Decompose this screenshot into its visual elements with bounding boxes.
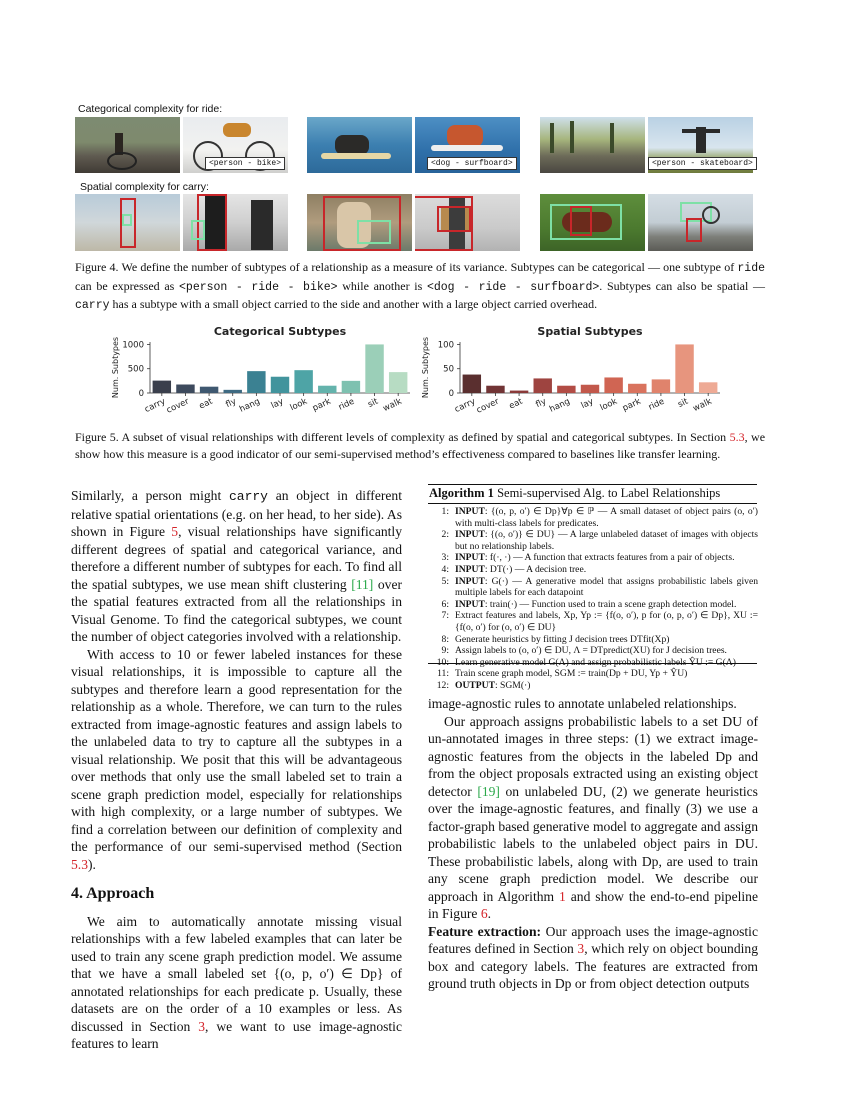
photo-dog-surfing (307, 117, 412, 173)
algorithm-line (429, 529, 758, 552)
x-tick-label-walk: walk (381, 396, 404, 414)
algorithm-line (429, 668, 758, 680)
algorithm-line-number: 2: (441, 529, 449, 541)
algorithm-line-number: 3: (441, 552, 449, 564)
photo-skateboard-street (540, 117, 645, 173)
paragraph-feature-extraction: Feature extraction: Our approach uses the image-agnostic features defined in Section 3, which rely on object bounding box and category labels. The features are extracted from ground truth objects in Dp or from object detection outputs (428, 923, 758, 991)
algorithm-line-text (455, 529, 758, 552)
algorithm-line-number: 12: (436, 679, 449, 691)
chart-spatial-subtypes (415, 320, 725, 420)
algorithm-line-number: 11: (437, 668, 449, 680)
x-tick-label-lay: lay (269, 396, 286, 412)
figure5-caption: Figure 5. A subset of visual relationships with different levels of complexity as defined by spatial and categorical subtypes. In Section 5.3, we show how this measure is a good indicator of our semi-supervised method’s effectiveness compared to baselines like transfer learning. (75, 430, 766, 461)
fig4-label-person-bike: <person - bike> (205, 157, 285, 170)
algorithm-keyword: INPUT (455, 529, 485, 541)
algorithm-line-text (455, 645, 758, 657)
algorithm-line-text (455, 506, 758, 529)
algo-bottom-rule (428, 663, 757, 664)
algo-mid-rule (428, 503, 757, 504)
chart-title: Spatial Subtypes (537, 325, 643, 338)
algorithm-line (429, 645, 758, 657)
link-section-3[interactable]: 3 (198, 1018, 206, 1034)
bar-park (318, 386, 336, 393)
y-tick-label: 0 (138, 389, 144, 399)
y-axis-label: Num. Subtypes (111, 336, 120, 399)
algorithm-keyword: INPUT (455, 552, 485, 564)
algorithm-keyword: OUTPUT (455, 679, 495, 691)
link-section-5-3[interactable]: 5.3 (729, 430, 745, 444)
x-tick-label-eat: eat (197, 396, 215, 412)
link-section-3-b[interactable]: 3 (577, 941, 585, 956)
bar-sit (675, 344, 693, 393)
algorithm-line (429, 576, 758, 599)
bar-look (294, 370, 312, 393)
x-tick-label-cover: cover (165, 396, 191, 416)
link-figure-6[interactable]: 6 (480, 906, 488, 921)
bar-carry (463, 375, 481, 393)
left-column (71, 487, 402, 1053)
algorithm-line-number: 9: (441, 645, 449, 657)
photo-carry-bike-overhead (648, 194, 753, 251)
algorithm-line-content: : f(·, ·) — A function that extracts features from a pair of objects. (484, 552, 735, 564)
algorithm-line-number: 5: (441, 575, 449, 587)
x-tick-label-look: look (288, 396, 309, 414)
algorithm-line-text (455, 610, 758, 633)
x-tick-label-fly: fly (534, 396, 548, 411)
bar-carry (153, 381, 171, 393)
algorithm-line (429, 552, 758, 564)
algorithm-line-number: 6: (441, 598, 449, 610)
bar-ride (652, 379, 670, 393)
y-axis-label: Num. Subtypes (421, 336, 430, 399)
algorithm-line-content: : {(o, p, o′) ∈ Dp}∀p ∈ ℙ — A small dataset of object pairs (o, o′) with multi-class labels for predicates. (455, 506, 758, 529)
x-tick-label-sit: sit (366, 396, 380, 410)
algorithm-line-text (455, 576, 758, 599)
link-citation-19[interactable]: [19] (477, 783, 500, 799)
bar-walk (699, 382, 717, 393)
bar-lay (581, 385, 599, 393)
x-tick-label-lay: lay (579, 396, 596, 412)
right-column (428, 695, 758, 993)
y-tick-label: 100 (437, 340, 454, 351)
section-heading-approach: 4. Approach (71, 885, 155, 902)
paragraph-labeled-instances: With access to 10 or fewer labeled instances for these visual relationships, it is impossible to capture all the subtypes and therefore learn a good representation for the relationship as a whole. Therefore, we can turn to the rules extracted from image-agnostic features and assign labels to the unlabeled data to try to capture all the subtypes in a visual relationship. We posit that this will be advantageous over methods that only use the small labeled set to train a scene graph prediction model, especially for relationships with high complexity, or a large number of subtypes. We find a correlation between our definition of complexity and the performance of our semi-supervised method (Section 5.3). (71, 646, 402, 872)
x-tick-label-park: park (621, 396, 643, 414)
bar-park (628, 384, 646, 393)
bar-fly (534, 378, 552, 393)
algorithm-line (429, 564, 758, 576)
bbox-object (437, 206, 471, 232)
photo-carry-box-man (415, 194, 520, 251)
algorithm-line-number: 8: (441, 633, 449, 645)
x-tick-label-hang: hang (238, 396, 262, 415)
bar-hang (247, 371, 265, 393)
algorithm-keyword: INPUT (455, 598, 485, 610)
code-ride: ride (737, 262, 766, 275)
algorithm-line (429, 680, 758, 692)
algorithm-line-number: 1: (441, 506, 449, 517)
fig4-row2-title: Spatial complexity for carry: (80, 181, 209, 193)
bar-cover (486, 386, 504, 393)
y-tick-label: 50 (443, 364, 454, 375)
chart-categorical-subtypes (105, 320, 415, 420)
algorithm-line-number: 4: (441, 563, 449, 575)
algorithm-line-content: : DT(·) — A decision tree. (484, 563, 587, 575)
x-tick-label-cover: cover (475, 396, 501, 416)
algorithm-line-content: : SGM(·) (494, 679, 531, 691)
algorithm-line-text (455, 599, 758, 611)
bar-sit (365, 344, 383, 393)
algorithm-line (429, 634, 758, 646)
algorithm-line-text (455, 668, 758, 680)
algorithm-line-text (455, 564, 758, 576)
algorithm-line-content: Extract features and labels, Xp, Yp := {f(o, o′), p for (o, p, o′) ∈ Dp}, XU := {f(o, o′) for (o, o′) ∈ DU} (455, 610, 758, 633)
x-tick-label-park: park (311, 396, 333, 414)
bar-hang (557, 386, 575, 393)
chart-title: Categorical Subtypes (213, 325, 347, 338)
x-tick-label-carry: carry (143, 396, 168, 415)
algorithm-header: Algorithm 1 Semi-supervised Alg. to Label Relationships (429, 486, 721, 500)
algorithm-line-number: 7: (441, 610, 449, 622)
link-citation-11[interactable]: [11] (351, 576, 374, 592)
paragraph-approach: We aim to automatically annotate missing visual relationships with a few labeled examples that can later be used to train any scene graph prediction model. We assume that we have a small labeled set {(o, p, o′) ∈ Dp} of annotated relationships for each predicate p. Usually, these datasets are on the order of a 10 examples or less. As discussed in Section 3, we want to use image-agnostic features to learn (71, 913, 402, 1051)
figure4-caption: Figure 4. We define the number of subtypes of a relationship as a measure of its variance. Subtypes can be categorical — one subtype of ride can be expressed as <person - ride - bike> while another is <dog - ride - surfboard>. Subtypes can also be spatial — carry has a subtype with a small object carried to the side and another with a large object carried overhead. (75, 260, 766, 312)
algorithm-keyword: INPUT (455, 575, 485, 587)
algorithm-keyword: INPUT (455, 563, 485, 575)
x-tick-label-sit: sit (676, 396, 690, 410)
bar-fly (224, 390, 242, 393)
link-section-5-3-b[interactable]: 5.3 (71, 856, 88, 872)
bar-eat (510, 391, 528, 393)
code-dog-ride-surfboard: <dog - ride - surfboard> (426, 280, 600, 294)
photo-cyclists (75, 117, 180, 173)
y-tick-label: 0 (448, 389, 454, 399)
algorithm-line-content: : {(o, o′)} ∈ DU} — A large unlabeled dataset of images with objects but no relationship labels. (455, 529, 758, 552)
code-carry: carry (75, 299, 110, 312)
x-tick-label-fly: fly (224, 396, 238, 411)
bar-ride (342, 381, 360, 393)
algorithm-keyword: INPUT (455, 506, 485, 517)
link-figure-5[interactable]: 5 (171, 524, 179, 539)
x-tick-label-walk: walk (691, 396, 714, 414)
x-tick-label-ride: ride (337, 396, 357, 413)
bar-look (604, 377, 622, 393)
paragraph-three-steps: Our approach assigns probabilistic labels to a set DU of un-annotated images in three steps: (1) we extract image-agnostic features from the objects in the labeled Dp and from the object proposals extracted using an existing object detector [19] on unlabeled DU, (2) we generate heuristics over the image-agnostic features, and finally (3) we use a factor-graph based generative model to aggregate and assign probabilistic labels to the unlabeled object pairs in DU. These probabilistic labels, along with Dp, are used to train any scene graph prediction model. We describe our approach in Algorithm 1 and show the end-to-end pipeline in Figure 6. (428, 713, 759, 921)
bbox-person (686, 218, 702, 242)
photo-carry-bags (183, 194, 288, 251)
bbox-object (357, 220, 391, 244)
algorithm-line-content: Train scene graph model, SGM := train(Dp + DU, Yp + ŶU) (455, 668, 688, 680)
photo-carry-horse (540, 194, 645, 251)
algorithm-line-text (455, 634, 758, 646)
algorithm-line (429, 599, 758, 611)
bbox-person (570, 206, 592, 236)
link-algorithm-1[interactable]: 1 (559, 888, 566, 904)
bbox-object (122, 214, 132, 226)
fig4-row1-title: Categorical complexity for ride: (78, 103, 223, 115)
algorithm-line-content: Assign labels to (o, o′) ∈ DU, Λ = DTpredict(XU) for J decision trees. (455, 645, 727, 657)
code-carry-inline: carry (228, 489, 268, 504)
photo-carry-box-woman (307, 194, 412, 251)
x-tick-label-carry: carry (453, 396, 478, 415)
bar-cover (176, 385, 194, 394)
x-tick-label-hang: hang (548, 396, 572, 415)
x-tick-label-look: look (598, 396, 619, 414)
bbox-object (191, 220, 205, 240)
code-person-ride-bike: <person - ride - bike> (179, 280, 338, 294)
bar-walk (389, 372, 407, 393)
algorithm-line-content: : train(·) — Function used to train a scene graph detection model. (484, 598, 737, 610)
bar-lay (271, 377, 289, 393)
fig4-label-person-skateboard: <person - skateboard> (648, 157, 757, 170)
photo-carry-beach (75, 194, 180, 251)
algorithm-line-content: Generate heuristics by fitting J decision trees DTfit(Xp) (455, 633, 670, 645)
fig4-label-dog-surfboard: <dog - surfboard> (427, 157, 517, 170)
x-tick-label-ride: ride (647, 396, 667, 413)
y-tick-label: 500 (127, 364, 144, 375)
algorithm-line-text (455, 680, 758, 692)
algorithm-line (429, 610, 758, 633)
algorithm-line (429, 506, 758, 529)
x-tick-label-eat: eat (507, 396, 525, 412)
y-tick-label: 1000 (122, 340, 144, 351)
algorithm-line-content: : G(·) — A generative model that assigns probabilistic labels given multiple labels for each datapoint (455, 575, 758, 599)
algorithm-line-text (455, 552, 758, 564)
paragraph-rules: image-agnostic rules to annotate unlabeled relationships. (428, 696, 737, 711)
paragraph-subtypes: Similarly, a person might carry an object in different relative spatial orientations (e.g. on her head, to her side). As shown in Figure 5, visual relationships have significantly different degrees of spatial and categorical variance, and therefore a different number of subtypes for each. To find all the spatial subtypes, we use mean shift clustering [11] over the spatial features extracted from all the relationships in Visual Genome. To find the categorical subtypes, we count the number of object categories involved with a relationship. (71, 488, 402, 644)
bar-eat (200, 387, 218, 393)
